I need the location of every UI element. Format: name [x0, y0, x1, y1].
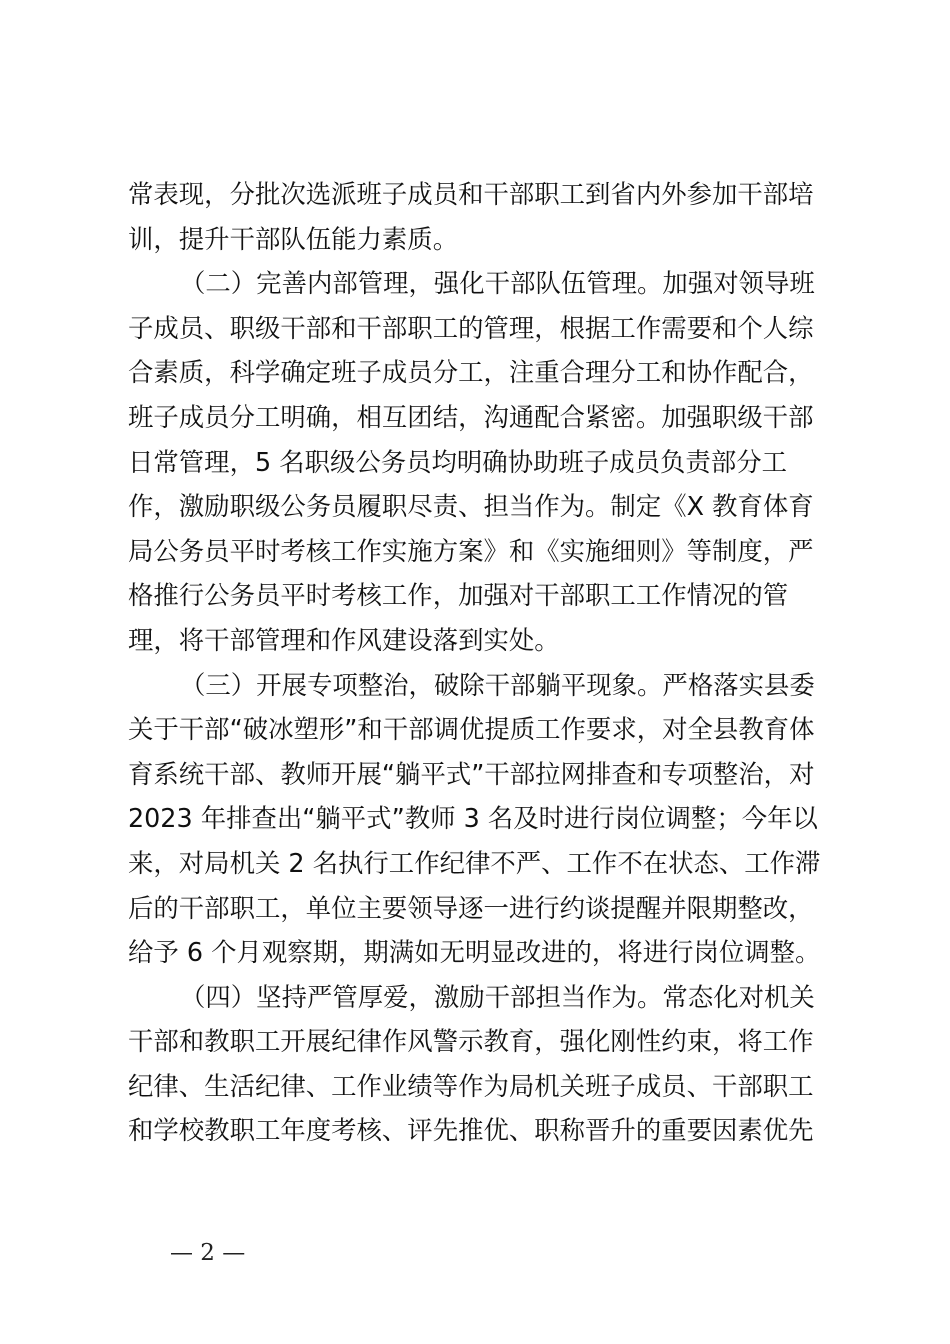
text-line: 班子成员分工明确，相互团结，沟通配合紧密。加强职级干部	[128, 401, 814, 432]
text-line: 合素质，科学确定班子成员分工，注重合理分工和协作配合，	[128, 357, 814, 388]
text-line: 格推行公务员平时考核工作，加强对干部职工工作情况的管	[128, 580, 789, 611]
text-line: 作，激励职级公务员履职尽责、担当作为。制定《X 教育体育	[128, 491, 814, 522]
body-text	[128, 172, 821, 1153]
text-line: 后的干部职工，单位主要领导逐一进行约谈提醒并限期整改，	[128, 892, 814, 923]
text-line: 关于干部“破冰塑形”和干部调优提质工作要求，对全县教育体	[128, 714, 815, 745]
text-line: 纪律、生活纪律、工作业绩等作为局机关班子成员、干部职工	[128, 1070, 814, 1101]
text-line: 理，将干部管理和作风建设落到实处。	[128, 624, 560, 655]
text-line: 和学校教职工年度考核、评先推优、职称晋升的重要因素优先	[128, 1115, 814, 1146]
text-line: 干部和教职工开展纪律作风警示教育，强化刚性约束，将工作	[128, 1026, 814, 1057]
section-heading-line: （四）坚持严管厚爱，激励干部担当作为。常态化对机关	[180, 981, 815, 1012]
page-number: — 2 —	[170, 1240, 246, 1266]
text-line: 子成员、职级干部和干部职工的管理，根据工作需要和个人综	[128, 312, 814, 343]
text-line: 日常管理，5 名职级公务员均明确协助班子成员负责部分工	[128, 446, 787, 477]
section-heading-line: （三）开展专项整治，破除干部躺平现象。严格落实县委	[180, 669, 815, 700]
text-line: 2023 年排查出“躺平式”教师 3 名及时进行岗位调整；今年以	[128, 803, 818, 834]
text-line: 局公务员平时考核工作实施方案》和《实施细则》等制度，严	[128, 535, 814, 566]
text-line: 训，提升干部队伍能力素质。	[128, 223, 459, 254]
text-line: 给予 6 个月观察期，期满如无明显改进的，将进行岗位调整。	[128, 937, 821, 968]
text-line: 育系统干部、教师开展“躺平式”干部拉网排查和专项整治，对	[128, 758, 815, 789]
text-line: 来，对局机关 2 名执行工作纪律不严、工作不在状态、工作滞	[128, 847, 821, 878]
text-line: 常表现，分批次选派班子成员和干部职工到省内外参加干部培	[128, 179, 814, 209]
section-heading-line: （二）完善内部管理，强化干部队伍管理。加强对领导班	[180, 268, 815, 299]
